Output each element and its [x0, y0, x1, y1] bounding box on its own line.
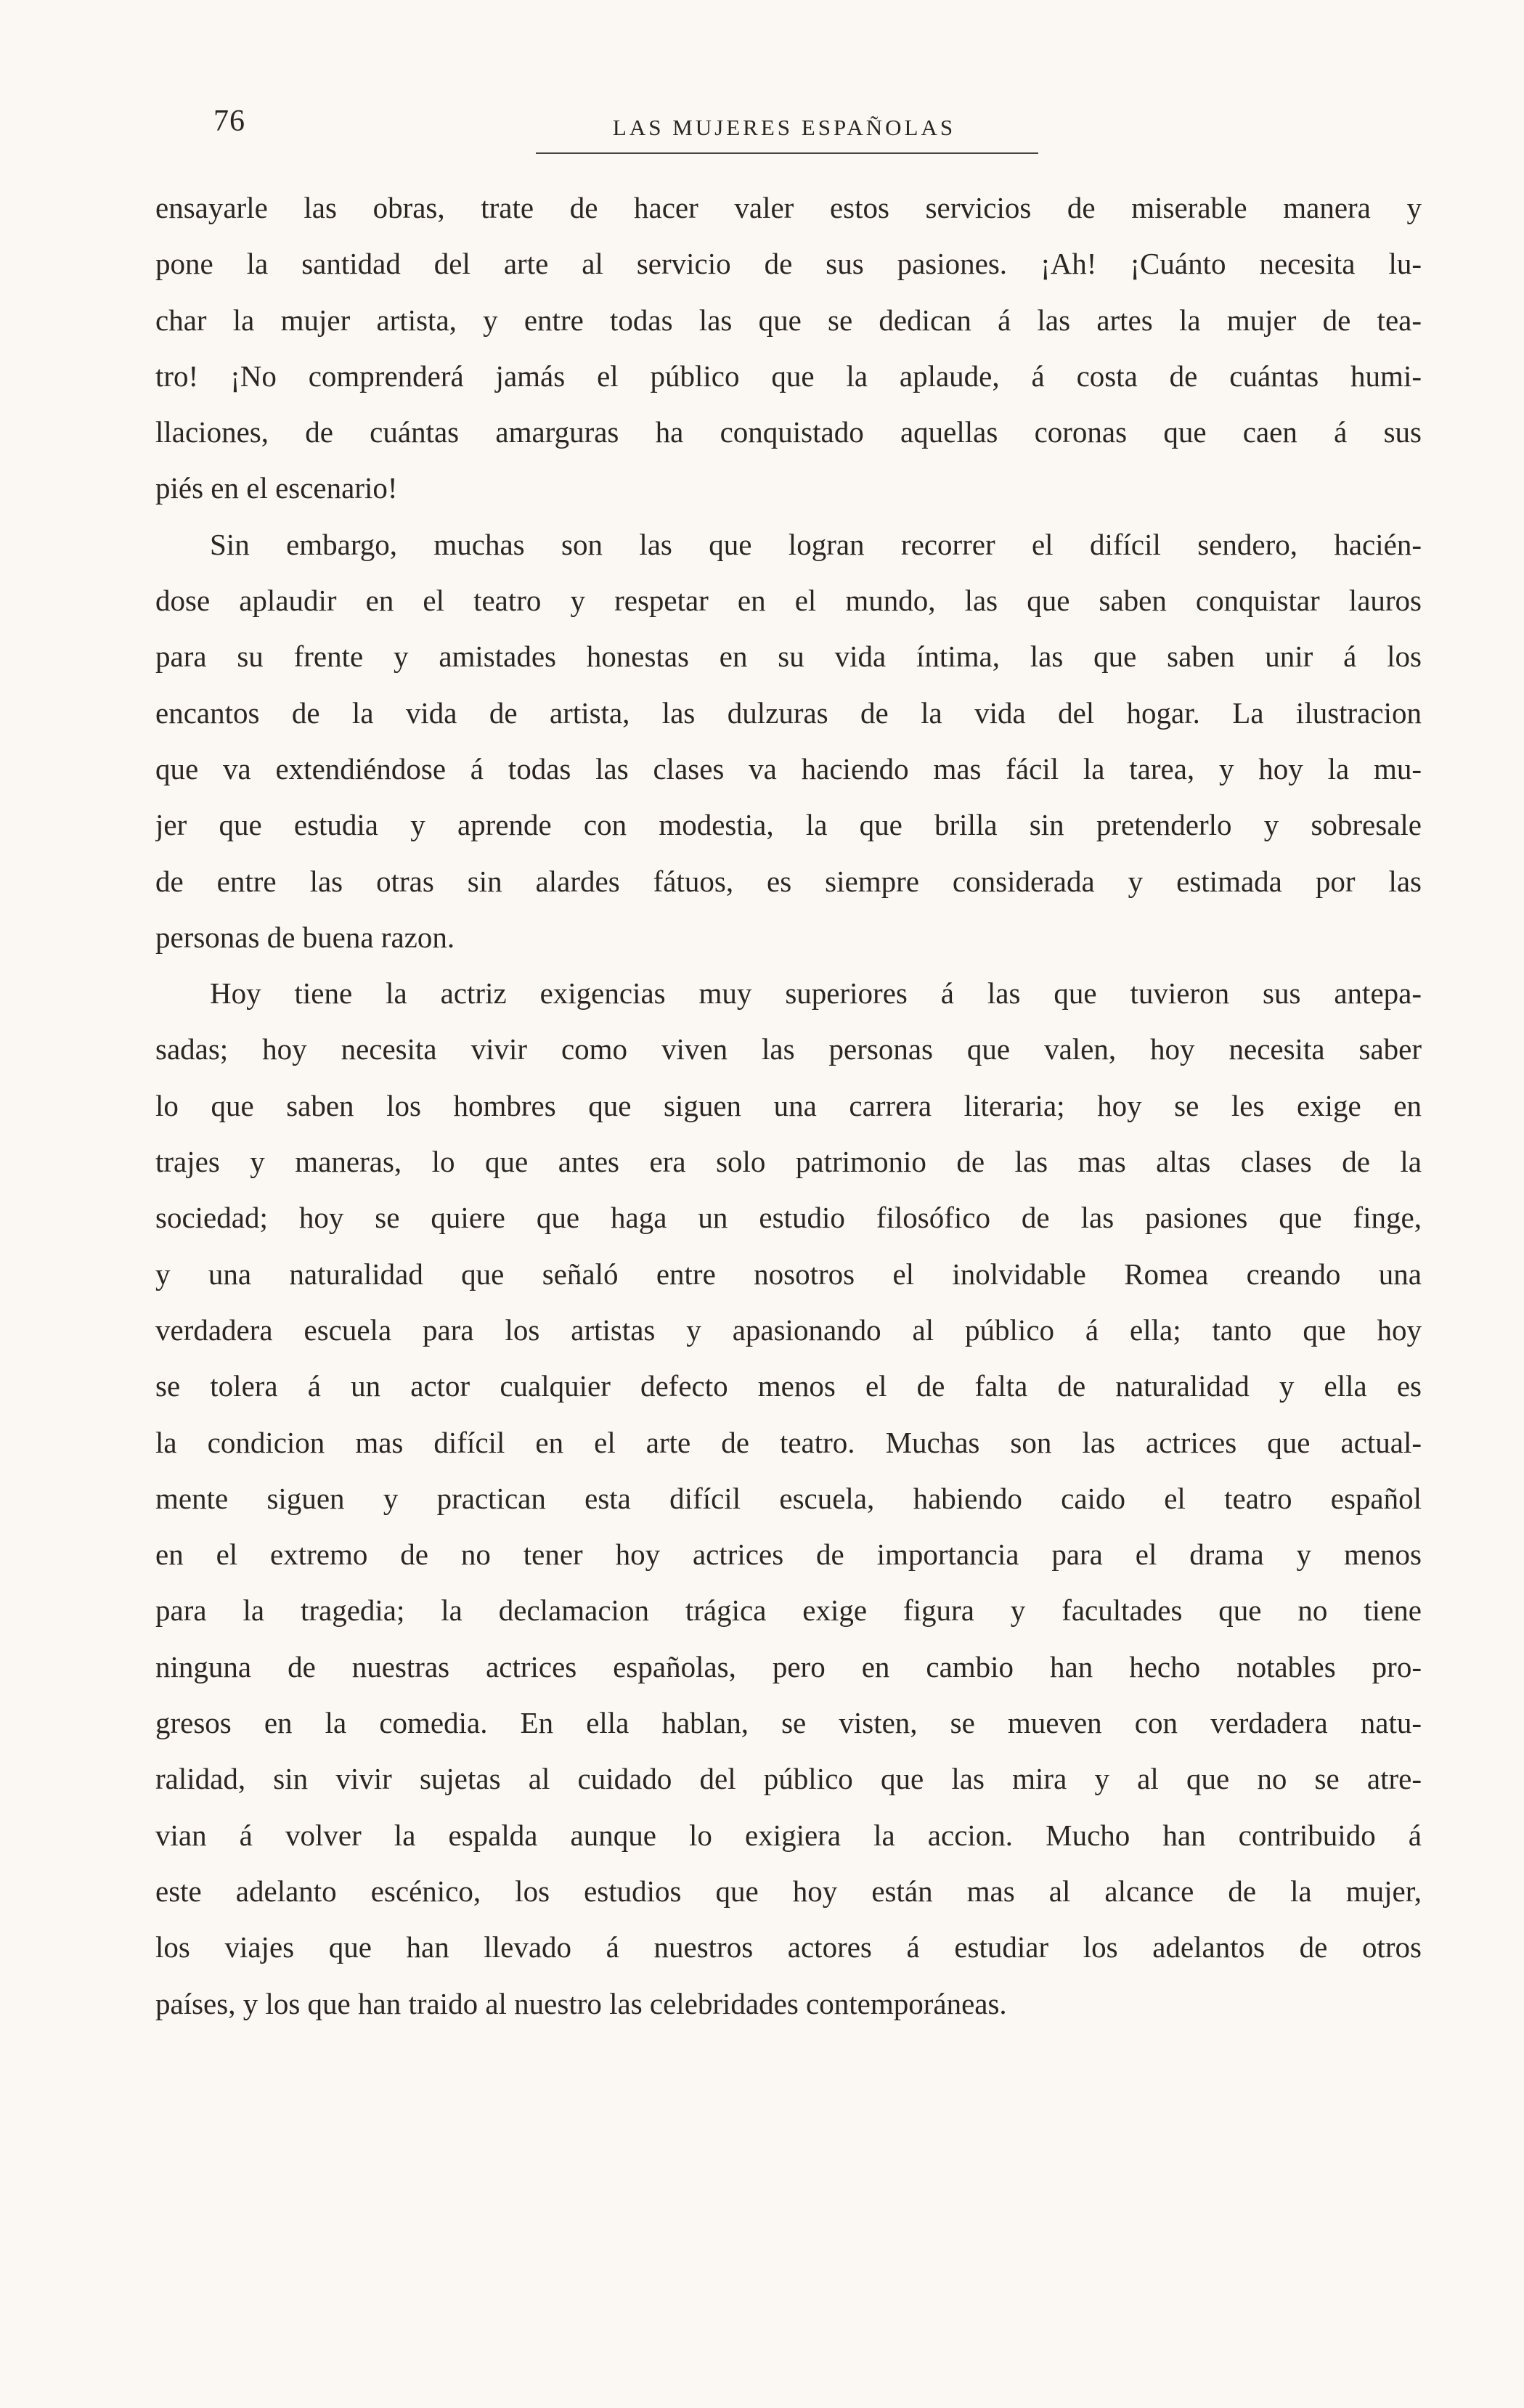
text-line: la condicion mas difícil en el arte de teatro. Muchas son las actrices que actual-	[155, 1425, 1422, 1459]
text-line: que va extendiéndose á todas las clases va haciendo mas fácil la tarea, y hoy la mu-	[155, 751, 1422, 785]
text-line: ralidad, sin vivir sujetas al cuidado del público que las mira y al que no se atre-	[155, 1762, 1422, 1796]
text-line: mente siguen y practican esta difícil escuela, habiendo caido el teatro español	[155, 1481, 1422, 1515]
paragraph-3	[155, 966, 1422, 2032]
paragraph-2	[155, 517, 1422, 966]
header-rule	[536, 152, 1038, 154]
body-text	[155, 180, 1422, 2032]
text-line: para su frente y amistades honestas en su vida íntima, las que saben unir á los	[155, 640, 1422, 674]
text-line: sociedad; hoy se quiere que haga un estudio filosófico de las pasiones que finge,	[155, 1201, 1422, 1235]
text-line: países, y los que han traido al nuestro las celebridades contemporáneas.	[155, 1986, 1007, 2020]
text-line: jer que estudia y aprende con modestia, la que brilla sin pretenderlo y sobresale	[155, 808, 1422, 842]
text-line: en el extremo de no tener hoy actrices de importancia para el drama y menos	[155, 1538, 1422, 1572]
running-title: LAS MUJERES ESPAÑOLAS	[612, 115, 956, 140]
text-line: este adelanto escénico, los estudios que hoy están mas al alcance de la mujer,	[155, 1874, 1422, 1908]
text-line: trajes y maneras, lo que antes era solo patrimonio de las mas altas clases de la	[155, 1145, 1422, 1179]
text-line: encantos de la vida de artista, las dulzuras de la vida del hogar. La ilustracion	[155, 695, 1422, 730]
text-line: pone la santidad del arte al servicio de sus pasiones. ¡Ah! ¡Cuánto necesita lu-	[155, 247, 1422, 281]
text-line: vian á volver la espalda aunque lo exigiera la accion. Mucho han contribuido á	[155, 1818, 1422, 1852]
text-line: para la tragedia; la declamacion trágica exige figura y facultades que no tiene	[155, 1593, 1422, 1628]
text-line: piés en el escenario!	[155, 471, 398, 505]
text-line: lo que saben los hombres que siguen una carrera literaria; hoy se les exige en	[155, 1088, 1422, 1122]
text-line: Sin embargo, muchas son las que logran recorrer el difícil sendero, hacién-	[210, 527, 1422, 561]
text-line: gresos en la comedia. En ella hablan, se visten, se mueven con verdadera natu-	[155, 1706, 1422, 1740]
paragraph-1	[155, 180, 1422, 517]
text-line: llaciones, de cuántas amarguras ha conquistado aquellas coronas que caen á sus	[155, 415, 1422, 449]
text-line: personas de buena razon.	[155, 920, 455, 954]
text-line: ensayarle las obras, trate de hacer valer estos servicios de miserable manera y	[155, 191, 1422, 224]
text-line: de entre las otras sin alardes fátuos, es siempre considerada y estimada por las	[155, 864, 1422, 898]
text-line: y una naturalidad que señaló entre nosotros el inolvidable Romea creando una	[155, 1257, 1422, 1291]
text-line: verdadera escuela para los artistas y apasionando al público á ella; tanto que hoy	[155, 1313, 1422, 1347]
text-line: tro! ¡No comprenderá jamás el público que la aplaude, á costa de cuántas humi-	[155, 359, 1422, 393]
text-line: los viajes que han llevado á nuestros actores á estudiar los adelantos de otros	[155, 1930, 1422, 1964]
page-number: 76	[213, 105, 245, 138]
text-line: ninguna de nuestras actrices españolas, pero en cambio han hecho notables pro-	[155, 1649, 1422, 1683]
text-line: Hoy tiene la actriz exigencias muy superiores á las que tuvieron sus antepa-	[210, 976, 1422, 1011]
text-line: char la mujer artista, y entre todas las que se dedican á las artes la mujer de tea-	[155, 303, 1422, 337]
text-line: sadas; hoy necesita vivir como viven las personas que valen, hoy necesita saber	[155, 1032, 1422, 1066]
text-line: dose aplaudir en el teatro y respetar en el mundo, las que saben conquistar lauros	[155, 584, 1422, 618]
text-line: se tolera á un actor cualquier defecto menos el de falta de naturalidad y ella es	[155, 1369, 1422, 1403]
